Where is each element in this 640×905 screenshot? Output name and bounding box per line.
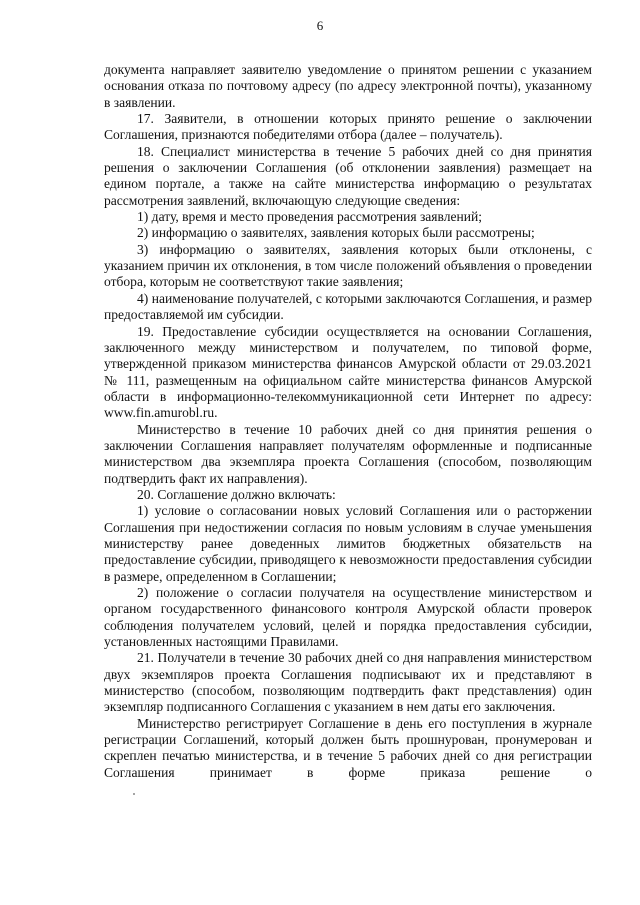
paragraph-continuation: документа направляет заявителю уведомление о принятом решении с указанием основания отказа по почтовому адресу (по адресу электронной почты), указанному в заявлении. bbox=[104, 62, 592, 110]
paragraph-18-item-2: 2) информацию о заявителях, заявления которых были рассмотрены; bbox=[137, 225, 535, 241]
paragraph-18-item-3: 3) информацию о заявителях, заявления которых были отклонены, с указанием причин их отклонения, в том числе положений объявления о проведении отбора, которым не соответствуют такие заявления; bbox=[104, 241, 592, 290]
paragraph-18: 18. Специалист министерства в течение 5 рабочих дней со дня принятия решения о заключении Соглашения (об отклонении заявления) размещает на едином портале, а также на сайте министерства информацию о результатах рассмотрения заявлений, включающую следующие сведения: bbox=[104, 143, 592, 208]
paragraph-18-item-4: 4) наименование получателей, с которыми заключаются Соглашения, и размер предоставляемой им субсидии. bbox=[104, 290, 592, 323]
paragraph-21: 21. Получатели в течение 30 рабочих дней со дня направления министерством двух экземпляров проекта Соглашения подписывают их и представляют в министерство (способом, позволяющим подтвердить факт представления) один экземпляр подписанного Соглашения с указанием в нем даты его заключения. bbox=[104, 650, 592, 715]
paragraph-17: 17. Заявители, в отношении которых принято решение о заключении Соглашения, признаются победителями отбора (далее – получатель). bbox=[104, 111, 592, 143]
paragraph-20-item-1: 1) условие о согласовании новых условий Соглашения или о расторжении Соглашения при недостижении согласия по новым условиям в случае уменьшения министерству ранее доведенных лимитов бюджетных обязательств на предоставление субсидии, приводящего к невозможности предоставления субсидии в размере, определенном в Соглашении; bbox=[104, 503, 592, 584]
paragraph-19: 19. Предоставление субсидии осуществляется на основании Соглашения, заключенного между министерством и получателем, по типовой форме, утвержденной приказом министерства финансов Амурской области от 29.03.2021 № 111, размещенным на официальном сайте министерства финансов Амурской области в информационно-телекоммуникационной сети Интернет по адресу: www.fin.amurobl.ru. bbox=[104, 323, 592, 421]
scan-speck bbox=[133, 793, 135, 795]
paragraph-21-continued: Министерство регистрирует Соглашение в день его поступления в журнале регистрации Соглашений, который должен быть прошнурован, пронумерован и скреплен печатью министерства, и в течение 5 рабочих дней со дня регистрации Соглашения принимает в форме приказа решение о bbox=[104, 715, 592, 780]
paragraph-18-item-1: 1) дату, время и место проведения рассмотрения заявлений; bbox=[137, 209, 483, 225]
paragraph-19-continued: Министерство в течение 10 рабочих дней со дня принятия решения о заключении Соглашения направляет получателям оформленные и подписанные министерством два экземпляра проекта Соглашения (способом, позволяющим подтвердить факт их направления). bbox=[104, 421, 592, 486]
document-body bbox=[104, 62, 592, 781]
paragraph-20-item-2: 2) положение о согласии получателя на осуществление министерством и органом государственного финансового контроля Амурской области проверок соблюдения получателем условий, целей и порядка предоставления субсидии, установленных настоящими Правилами. bbox=[104, 585, 592, 650]
paragraph-20: 20. Соглашение должно включать: bbox=[137, 486, 336, 502]
page-number: 6 bbox=[316, 18, 324, 33]
